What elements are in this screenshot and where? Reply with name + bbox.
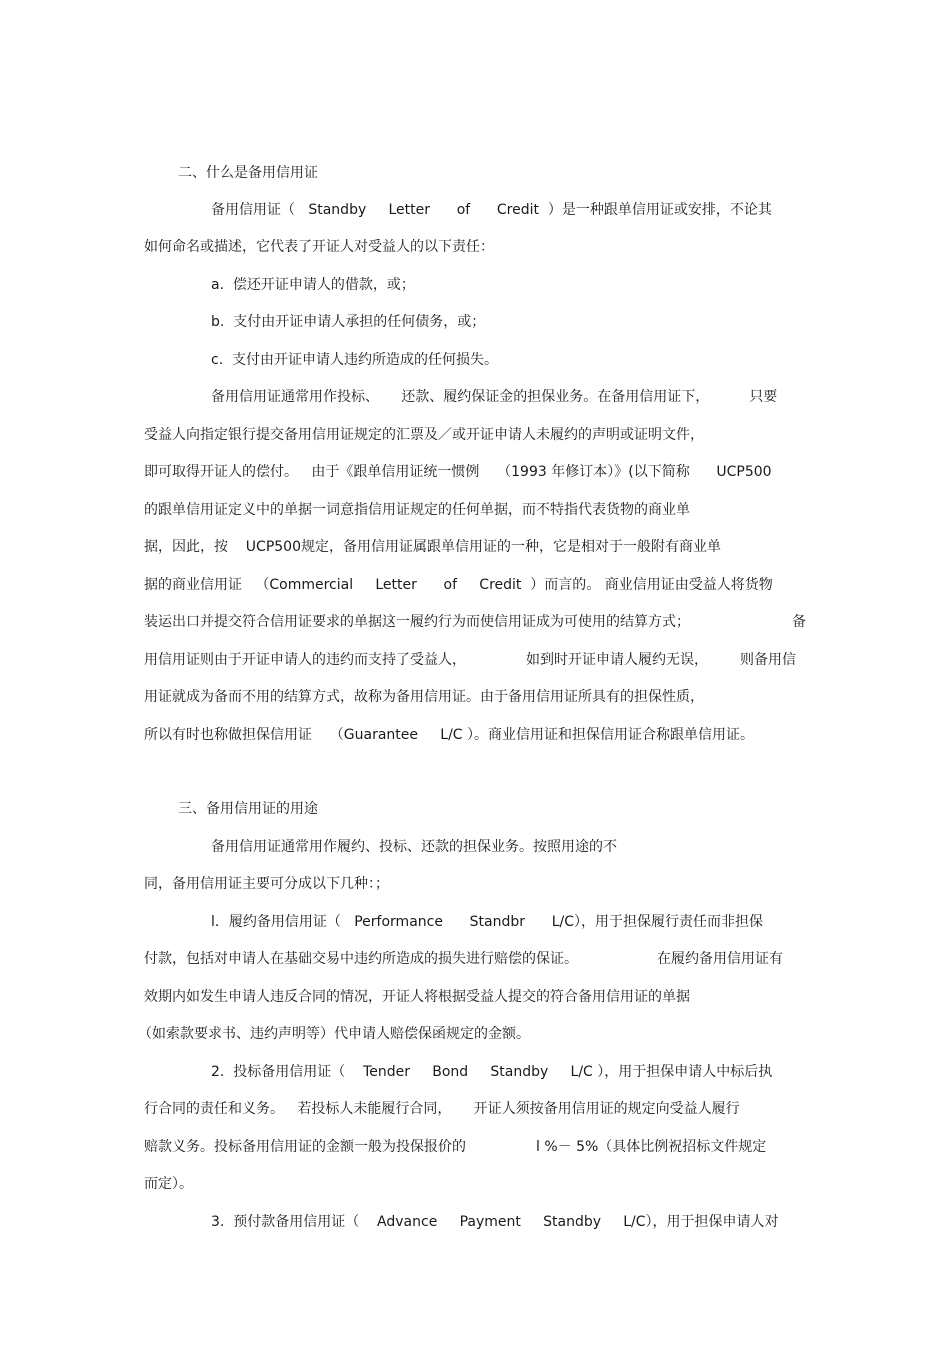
- list-item: b. 支付由开证申请人承担的任何债务，或；: [211, 314, 486, 330]
- paragraph-line: 备用信用证通常用作履约、投标、还款的担保业务。按照用途的不: [211, 839, 617, 855]
- paragraph-line: 而定）。: [144, 1176, 193, 1192]
- paragraph-line: 备用信用证（ Standby Letter of Credit ）是一种跟单信用证或安排，不论其: [211, 202, 772, 218]
- paragraph-line: 用信用证则由于开证申请人的违约而支持了受益人，: [144, 652, 466, 668]
- paragraph-line: 的跟单信用证定义中的单据一词意指信用证规定的任何单据，而不特指代表货物的商业单: [144, 502, 690, 518]
- list-item: l．履约备用信用证（ Performance Standbr L/C），用于担保履行责任而非担保: [211, 914, 764, 930]
- list-item: c. 支付由开证申请人违约所造成的任何损失。: [211, 352, 499, 368]
- section-heading: 二、什么是备用信用证: [178, 165, 318, 181]
- paragraph-line-fragment: l %－ 5%（具体比例祝招标文件规定: [536, 1139, 767, 1155]
- section-heading: 三、备用信用证的用途: [178, 801, 318, 817]
- list-item: a. 偿还开证申请人的借款，或；: [211, 277, 415, 293]
- paragraph-line: 赔款义务。投标备用信用证的金额一般为投保报价的: [144, 1139, 466, 1155]
- paragraph-line: 行合同的责任和义务。 若投标人未能履行合同， 开证人须按备用信用证的规定向受益人履行: [144, 1101, 740, 1117]
- list-item: 2. 投标备用信用证（ Tender Bond Standby L/C ），用于担保申请人中标后执: [211, 1064, 773, 1080]
- list-item: 3. 预付款备用信用证（ Advance Payment Standby L/C），用于担保申请人对: [211, 1214, 779, 1230]
- paragraph-line: 如何命名或描述，它代表了开证人对受益人的以下责任：: [144, 239, 494, 255]
- paragraph-line: 付款，包括对申请人在基础交易中违约所造成的损失进行赔偿的保证。: [144, 951, 578, 967]
- paragraph-line-fragment: 则备用信: [740, 652, 796, 668]
- paragraph-line: 装运出口并提交符合信用证要求的单据这一履约行为而使信用证成为可使用的结算方式；: [144, 614, 690, 630]
- paragraph-line-fragment: 备: [792, 614, 806, 630]
- paragraph-line: （如索款要求书、违约声明等）代申请人赔偿保函规定的金额。: [138, 1026, 530, 1042]
- paragraph-line: 效期内如发生申请人违反合同的情况，开证人将根据受益人提交的符合备用信用证的单据: [144, 989, 690, 1005]
- paragraph-line: 据，因此，按 UCP500规定，备用信用证属跟单信用证的一种，它是相对于一般附有商业单: [144, 539, 721, 555]
- paragraph-line: 同，备用信用证主要可分成以下几种：；: [144, 876, 389, 892]
- paragraph-line: 受益人向指定银行提交备用信用证规定的汇票及／或开证申请人未履约的声明或证明文件，: [144, 427, 704, 443]
- paragraph-line: 据的商业信用证 （Commercial Letter of Credit ）而言的。 商业信用证由受益人将货物: [144, 577, 773, 593]
- paragraph-line: 所以有时也称做担保信用证 （Guarantee L/C ）。商业信用证和担保信用证合称跟单信用证。: [144, 727, 755, 743]
- paragraph-line: 即可取得开证人的偿付。 由于《跟单信用证统一惯例 （1993 年修订本）》(以下简称 UCP500: [144, 464, 772, 480]
- paragraph-line: 用证就成为备而不用的结算方式，故称为备用信用证。由于备用信用证所具有的担保性质，: [144, 689, 704, 705]
- paragraph-line: 备用信用证通常用作投标、 还款、履约保证金的担保业务。在备用信用证下， 只要: [211, 389, 778, 405]
- paragraph-line-fragment: 在履约备用信用证有: [657, 951, 783, 967]
- paragraph-line-fragment: 如到时开证申请人履约无误，: [526, 652, 708, 668]
